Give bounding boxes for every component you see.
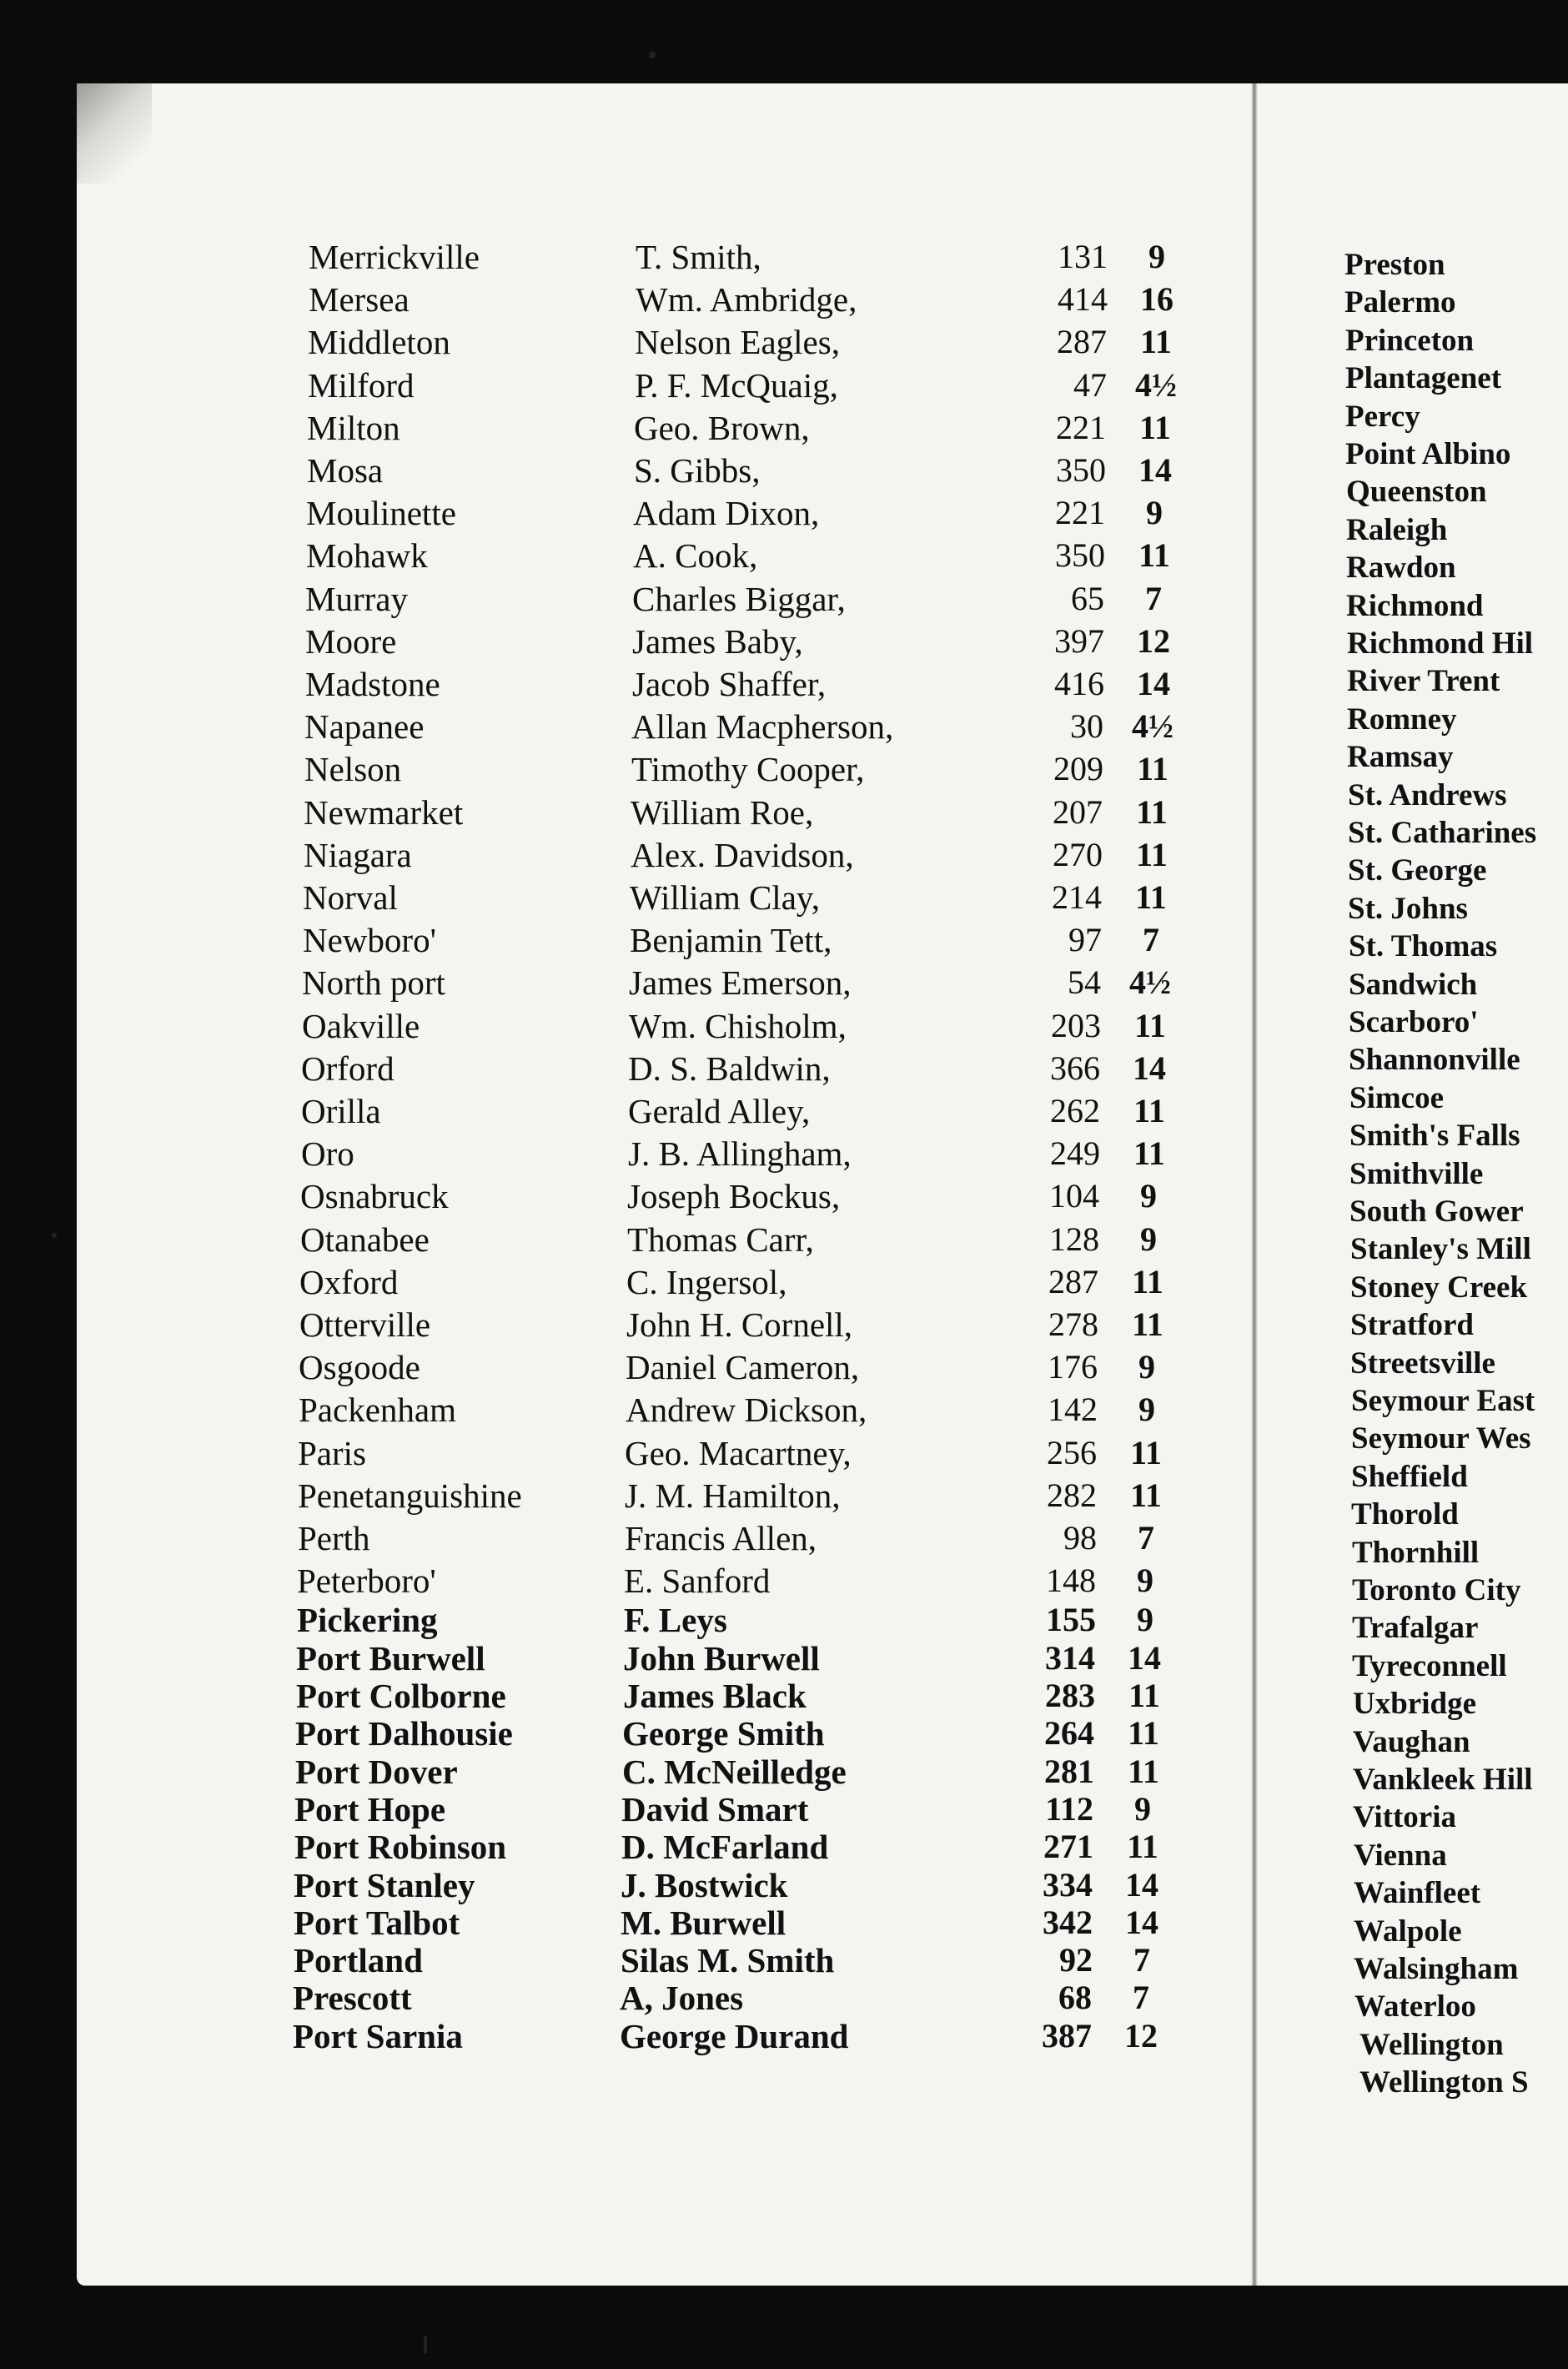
miles-value: 271 [1043,1828,1093,1865]
place-name: Penetanguishine [298,1476,522,1515]
postage-rate: 14 [1128,1639,1161,1677]
miles-value: 54 [1068,963,1101,1001]
print-speck [52,1233,57,1238]
right-place-name: Vittoria [1353,1800,1456,1834]
miles-value: 155 [1046,1601,1096,1638]
postmaster-name: Joseph Bockus, [627,1177,841,1215]
list-item [0,1350,1568,1392]
right-place-name: Vienna [1354,1838,1447,1873]
place-name: Oro [301,1134,354,1173]
right-place-name: Percy [1345,400,1420,434]
place-name: Orilla [301,1092,381,1130]
postmaster-name: S. Gibbs, [634,451,761,490]
miles-value: 366 [1050,1049,1100,1087]
place-name: Port Dalhousie [295,1714,513,1753]
place-name: Port Burwell [296,1639,485,1677]
postmaster-name: Andrew Dickson, [626,1391,867,1429]
postmaster-name: Gerald Alley, [628,1092,811,1130]
postmaster-name: James Emerson, [629,963,852,1002]
postage-rate: 7 [1145,580,1162,617]
postage-rate: 9 [1146,494,1163,531]
miles-value: 97 [1068,921,1102,958]
postage-rate: 14 [1137,665,1170,702]
postage-rate: 14 [1125,1904,1158,1941]
miles-value: 334 [1043,1866,1093,1904]
place-name: Port Colborne [296,1677,506,1715]
place-name: Osnabruck [300,1177,449,1215]
postage-rate: 7 [1133,1979,1149,2016]
place-name: Port Robinson [294,1828,507,1866]
postmaster-name: Geo. Macartney, [625,1434,852,1472]
place-name: Otterville [299,1305,431,1344]
postmaster-name: George Smith [622,1714,825,1753]
right-place-name: Sandwich [1349,968,1478,1002]
list-item [0,1393,1568,1435]
postmaster-name: William Clay, [630,878,820,917]
postage-rate: 11 [1139,409,1171,446]
postage-rate: 9 [1138,1348,1155,1386]
list-item [0,496,1568,538]
postage-rate: 4½ [1129,963,1171,1001]
postage-rate: 9 [1140,1177,1157,1215]
postmaster-name: T. Smith, [636,238,761,276]
list-item [0,707,1568,752]
postmaster-name: Benjamin Tett, [630,921,832,959]
place-name: Mosa [307,451,384,490]
right-place-name: River Trent [1347,664,1500,698]
right-place-name: Stoney Creek [1350,1270,1528,1305]
right-place-name: Simcoe [1349,1081,1445,1115]
postmaster-name: E. Sanford [624,1562,771,1600]
postage-rate: 11 [1130,1476,1162,1514]
postmaster-name: Silas M. Smith [621,1941,835,1979]
miles-value: 416 [1054,665,1104,702]
place-name: Newmarket [304,793,464,832]
postmaster-name: J. Bostwick [621,1866,788,1904]
miles-value: 397 [1054,622,1104,660]
list-item [0,1436,1568,1478]
postage-rate: 11 [1128,1714,1159,1752]
list-item [0,280,1568,324]
postage-rate: 9 [1137,1562,1153,1599]
right-place-name: Smithville [1349,1157,1484,1191]
miles-value: 249 [1050,1134,1100,1172]
postmaster-name: John Burwell [623,1639,820,1677]
miles-value: 350 [1055,536,1105,574]
place-name: Merrickville [309,238,480,276]
miles-value: 262 [1050,1092,1100,1129]
right-place-name: Thornhill [1352,1536,1480,1570]
place-name: Milton [307,409,400,447]
right-place-name: Raleigh [1346,513,1448,547]
list-item [0,411,1568,453]
right-place-name: Stratford [1350,1308,1474,1342]
place-name: Paris [298,1434,366,1472]
miles-value: 287 [1057,323,1107,360]
list-item [0,1941,1568,1985]
postmaster-name: F. Leys [624,1601,727,1639]
postage-rate: 12 [1137,622,1170,660]
list-item [0,2019,1568,2061]
place-name: Moulinette [306,494,456,532]
list-item [0,1220,1568,1265]
miles-value: 342 [1043,1904,1093,1941]
list-item [0,963,1568,1008]
right-place-name: Vaughan [1353,1725,1470,1759]
right-place-name: St. Thomas [1349,929,1498,963]
right-place-name: Stanley's Mill [1350,1232,1531,1266]
right-place-name: Waterloo [1354,1989,1476,2024]
place-name: North port [302,963,445,1002]
miles-value: 47 [1073,366,1107,404]
postage-rate: 9 [1140,1220,1157,1258]
postmaster-name: M. Burwell [621,1904,787,1942]
place-name: Orford [301,1049,395,1088]
list-item [0,1049,1568,1094]
place-name: Newboro' [303,921,436,959]
miles-value: 256 [1047,1434,1097,1471]
postage-rate: 4½ [1132,707,1173,745]
postmaster-name: Alex. Davidson, [631,836,854,874]
miles-value: 98 [1063,1519,1097,1557]
postmaster-name: Geo. Brown, [634,409,810,447]
postage-rate: 4½ [1135,366,1177,404]
miles-value: 104 [1049,1177,1099,1215]
list-item [0,752,1568,794]
place-name: Napanee [304,707,425,746]
right-place-name: Streetsville [1350,1346,1495,1381]
list-item [0,366,1568,410]
postmaster-name: Nelson Eagles, [635,323,840,361]
list-item [0,1265,1568,1307]
postage-rate: 7 [1133,1941,1150,1979]
list-item [0,582,1568,624]
list-item [0,240,1568,282]
postage-rate: 14 [1138,451,1172,489]
place-name: Norval [303,878,398,917]
right-place-name: Richmond Hil [1347,626,1534,661]
postmaster-name: D. McFarland [621,1828,829,1866]
right-place-name: Wellington S [1359,2065,1529,2100]
miles-value: 414 [1058,280,1108,318]
postage-rate: 12 [1124,2017,1158,2055]
miles-value: 203 [1051,1007,1101,1044]
place-name: Mohawk [306,536,428,575]
postage-rate: 11 [1140,323,1172,360]
postage-rate: 11 [1132,1263,1163,1300]
postage-rate: 9 [1138,1391,1155,1428]
place-name: Portland [294,1941,423,1979]
right-place-name: Walsingham [1354,1952,1519,1986]
postage-rate: 11 [1132,1305,1163,1343]
postage-rate: 14 [1133,1049,1166,1087]
right-place-name: St. Catharines [1348,816,1537,850]
postage-rate: 11 [1137,750,1168,787]
postmaster-name: William Roe, [631,793,814,832]
miles-value: 282 [1047,1476,1097,1514]
right-place-name: Sheffield [1351,1460,1468,1494]
postage-rate: 11 [1130,1434,1162,1471]
right-place-name: Wellington [1359,2028,1504,2062]
postage-rate: 11 [1127,1828,1158,1865]
place-name: Perth [298,1519,370,1557]
right-place-name: Tyreconnell [1352,1649,1507,1683]
right-place-name: Romney [1347,702,1457,737]
postmaster-name: J. B. Allingham, [628,1134,852,1173]
miles-value: 68 [1058,1979,1092,2016]
place-name: Madstone [305,665,440,703]
place-name: Pickering [297,1601,438,1639]
postmaster-name: James Black [623,1677,807,1715]
place-name: Nelson [304,750,402,788]
postage-rate: 9 [1134,1790,1151,1828]
place-name: Niagara [304,836,412,874]
place-name: Oxford [299,1263,399,1301]
miles-value: 281 [1044,1753,1094,1790]
postmaster-name: Daniel Cameron, [626,1348,860,1386]
postmaster-name: Adam Dixon, [633,494,820,532]
right-place-name: Walpole [1354,1914,1462,1949]
right-place-name: Scarboro' [1349,1005,1479,1039]
right-place-name: Smith's Falls [1349,1119,1520,1153]
miles-value: 314 [1045,1639,1095,1677]
place-name: Otanabee [300,1220,430,1259]
miles-value: 65 [1071,580,1104,617]
miles-value: 221 [1055,494,1105,531]
print-speck [424,2336,427,2354]
postmaster-name: Timothy Cooper, [631,750,865,788]
postmaster-name: C. McNeilledge [622,1753,847,1791]
right-place-name: Ramsay [1347,740,1454,774]
place-name: Port Sarnia [293,2017,463,2055]
print-speck [649,52,656,58]
postmaster-name: Thomas Carr, [627,1220,814,1259]
postage-rate: 11 [1135,878,1167,916]
right-place-name: Palermo [1344,285,1456,319]
miles-value: 350 [1056,451,1106,489]
right-place-name: Princeton [1345,324,1475,358]
place-name: Port Stanley [294,1866,475,1904]
miles-value: 128 [1049,1220,1099,1258]
miles-value: 142 [1048,1391,1098,1428]
place-name: Port Hope [294,1790,446,1828]
postmaster-name: J. M. Hamilton, [625,1476,841,1515]
postmaster-name: D. S. Baldwin, [628,1049,831,1088]
list-item [0,536,1568,581]
postmaster-name: James Baby, [632,622,803,661]
postmaster-name: Wm. Ambridge, [636,280,857,319]
postmaster-name: Allan Macpherson, [631,707,894,746]
place-name: Prescott [293,1979,412,2017]
postage-rate: 9 [1137,1601,1153,1638]
right-place-name: Richmond [1346,589,1484,623]
list-item [0,325,1568,367]
postage-rate: 11 [1136,793,1168,831]
right-place-name: South Gower [1349,1195,1524,1229]
list-item [0,1564,1568,1606]
list-item [0,838,1568,880]
list-item [0,1009,1568,1051]
list-item [0,1305,1568,1350]
list-item [0,1094,1568,1136]
postmaster-name: A. Cook, [633,536,758,575]
postage-rate: 11 [1128,1677,1160,1714]
postage-rate: 14 [1125,1866,1158,1904]
miles-value: 270 [1053,836,1103,873]
postmaster-name: John H. Cornell, [626,1305,853,1344]
miles-value: 92 [1059,1941,1093,1979]
right-place-name: Shannonville [1349,1043,1520,1077]
postmaster-name: Jacob Shaffer, [632,665,827,703]
right-place-name: Rawdon [1346,551,1456,585]
miles-value: 131 [1058,238,1108,275]
right-place-name: Seymour East [1351,1384,1535,1418]
postage-rate: 7 [1143,921,1159,958]
list-item [0,622,1568,666]
miles-value: 207 [1053,793,1103,831]
postmaster-name: George Durand [620,2017,849,2055]
list-item [0,1521,1568,1563]
right-place-name: Thorold [1351,1497,1459,1532]
postmaster-name: A, Jones [620,1979,744,2017]
miles-value: 278 [1048,1305,1098,1343]
right-place-name: Queenston [1346,475,1487,509]
right-place-name: St. Andrews [1348,778,1507,812]
postmaster-name: Wm. Chisholm, [629,1007,847,1045]
miles-value: 209 [1053,750,1103,787]
miles-value: 112 [1045,1790,1093,1828]
postage-rate: 11 [1133,1134,1165,1172]
place-name: Mersea [309,280,410,319]
postmaster-name: P. F. McQuaig, [635,366,838,405]
place-name: Milford [308,366,415,405]
postage-rate: 16 [1140,280,1173,318]
postage-rate: 7 [1138,1519,1154,1557]
right-place-name: Seymour Wes [1351,1421,1531,1456]
right-place-name: Toronto City [1352,1573,1521,1607]
place-name: Port Dover [295,1753,458,1791]
place-name: Murray [305,580,408,618]
right-place-name: Wainfleet [1354,1876,1481,1910]
miles-value: 387 [1042,2017,1092,2055]
place-name: Peterboro' [297,1562,436,1600]
right-place-name: Trafalgar [1352,1611,1479,1645]
postage-rate: 11 [1138,536,1170,574]
postmaster-name: David Smart [621,1790,809,1828]
place-name: Oakville [302,1007,420,1045]
right-place-name: Uxbridge [1353,1687,1476,1721]
list-item [0,667,1568,709]
right-place-name: St. Johns [1348,892,1468,926]
right-place-name: Plantagenet [1345,361,1502,395]
place-name: Packenham [299,1391,456,1429]
miles-value: 30 [1070,707,1103,745]
miles-value: 283 [1045,1677,1095,1714]
miles-value: 176 [1048,1348,1098,1386]
list-item [0,923,1568,965]
place-name: Middleton [308,323,450,361]
miles-value: 221 [1056,409,1106,446]
list-item [0,451,1568,495]
postage-rate: 11 [1134,1007,1166,1044]
miles-value: 148 [1046,1562,1096,1599]
place-name: Moore [305,622,397,661]
list-item [0,1179,1568,1221]
right-place-name: Vankleek Hill [1353,1763,1533,1797]
postage-rate: 11 [1136,836,1168,873]
right-place-name: St. George [1348,853,1487,888]
postmaster-name: C. Ingersol, [626,1263,787,1301]
right-place-name: Point Albino [1345,437,1511,471]
postage-rate: 9 [1148,238,1165,275]
postmaster-name: Francis Allen, [625,1519,817,1557]
postage-rate: 11 [1133,1092,1165,1129]
place-name: Osgoode [299,1348,420,1386]
postage-rate: 11 [1128,1753,1159,1790]
miles-value: 264 [1044,1714,1094,1752]
page-corner-curl [77,83,152,184]
right-place-name: Preston [1344,248,1445,282]
postmaster-name: Charles Biggar, [632,580,846,618]
list-item [0,878,1568,923]
place-name: Port Talbot [294,1904,460,1942]
miles-value: 287 [1048,1263,1098,1300]
miles-value: 214 [1052,878,1102,916]
